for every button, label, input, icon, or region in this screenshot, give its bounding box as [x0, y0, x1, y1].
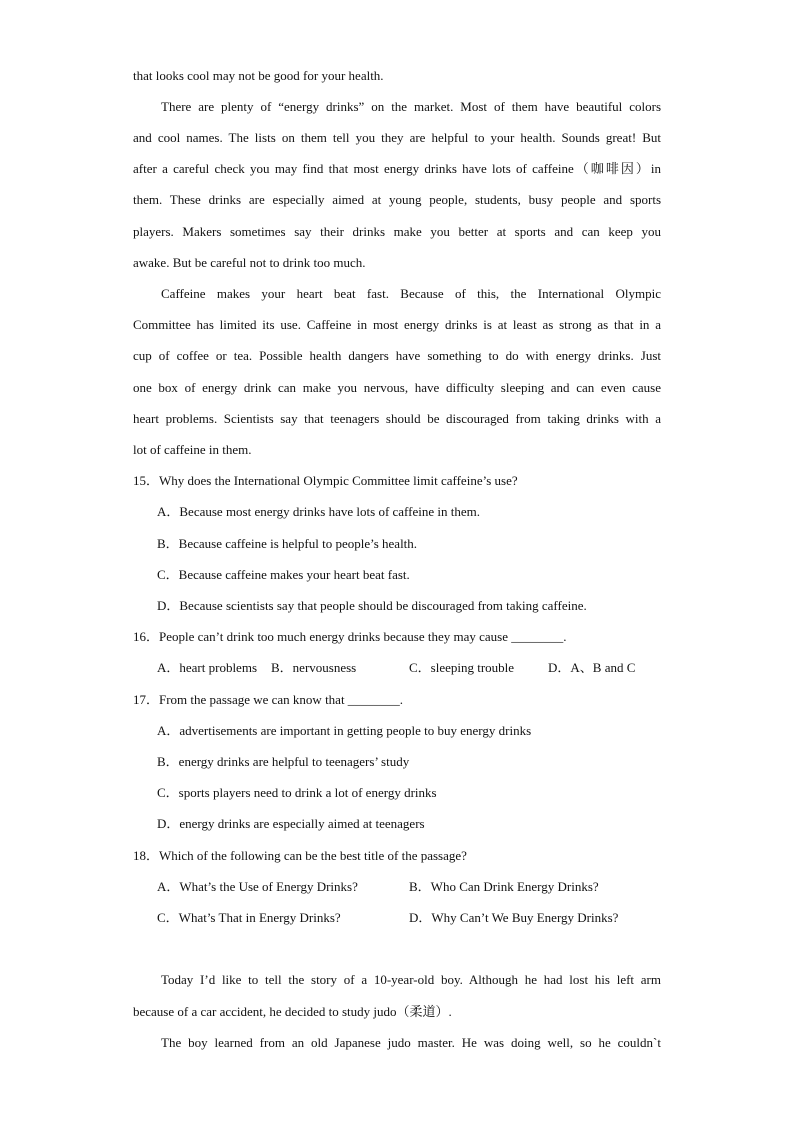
question-17-option-a: A．advertisements are important in getting people to buy energy drinks — [157, 723, 532, 738]
question-16-option-b: B．nervousness — [271, 660, 357, 675]
passage1-para1-line4: them. These drinks are especially aimed at young people, students, busy people and sports — [133, 192, 661, 207]
question-18-option-b: B．Who Can Drink Energy Drinks? — [409, 879, 599, 894]
question-18-stem: 18．Which of the following can be the best title of the passage? — [133, 848, 467, 863]
question-15-option-d: D．Because scientists say that people should be discouraged from taking caffeine. — [157, 598, 587, 613]
question-16-option-d: D．A、B and C — [548, 660, 636, 675]
passage1-para1-line1: There are plenty of “energy drinks” on the market. Most of them have beautiful colors — [161, 99, 661, 114]
question-15-option-c: C．Because caffeine makes your heart beat fast. — [157, 567, 410, 582]
question-18-option-d: D．Why Can’t We Buy Energy Drinks? — [409, 910, 619, 925]
passage1-para1-line6: awake. But be careful not to drink too much. — [133, 255, 366, 270]
passage2-line1: Today I’d like to tell the story of a 10-year-old boy. Although he had lost his left arm — [161, 972, 661, 987]
question-17-option-d: D．energy drinks are especially aimed at teenagers — [157, 816, 425, 831]
passage1-para2-line6: lot of caffeine in them. — [133, 442, 252, 457]
question-16-option-c: C．sleeping trouble — [409, 660, 515, 675]
passage1-para2-line5: heart problems. Scientists say that teenagers should be discouraged from taking drinks with a — [133, 411, 661, 426]
passage1-para2-line1: Caffeine makes your heart beat fast. Because of this, the International Olympic — [161, 286, 661, 301]
question-15-option-a: A．Because most energy drinks have lots of caffeine in them. — [157, 504, 480, 519]
question-17-option-b: B．energy drinks are helpful to teenagers’ study — [157, 754, 410, 769]
passage2-line3: The boy learned from an old Japanese judo master. He was doing well, so he couldn`t — [161, 1035, 661, 1050]
question-16-option-a: A．heart problems — [157, 660, 258, 675]
question-15-option-b: B．Because caffeine is helpful to people’s health. — [157, 536, 418, 551]
question-16-stem: 16．People can’t drink too much energy drinks because they may cause ________. — [133, 629, 567, 644]
passage1-intro-tail: that looks cool may not be good for your health. — [133, 68, 384, 83]
question-17-stem: 17．From the passage we can know that ________. — [133, 692, 404, 707]
passage1-para1-line5: players. Makers sometimes say their drinks make you better at sports and can keep you — [133, 224, 661, 239]
question-18-option-c: C．What’s That in Energy Drinks? — [157, 910, 341, 925]
passage1-para1-line3: after a careful check you may find that most energy drinks have lots of caffeine（咖啡因）in — [133, 161, 661, 176]
question-17-option-c: C．sports players need to drink a lot of energy drinks — [157, 785, 437, 800]
passage2-line2: because of a car accident, he decided to study judo（柔道）. — [133, 1004, 452, 1019]
question-15-stem: 15．Why does the International Olympic Committee limit caffeine’s use? — [133, 473, 518, 488]
passage1-para1-line2: and cool names. The lists on them tell you they are helpful to your health. Sounds great! But — [133, 130, 661, 145]
passage1-para2-line3: cup of coffee or tea. Possible health dangers have something to do with energy drinks. Just — [133, 348, 661, 363]
question-18-option-a: A．What’s the Use of Energy Drinks? — [157, 879, 358, 894]
passage1-para2-line2: Committee has limited its use. Caffeine in most energy drinks is at least as strong as that in a — [133, 317, 661, 332]
passage1-para2-line4: one box of energy drink can make you nervous, have difficulty sleeping and can even cause — [133, 380, 661, 395]
